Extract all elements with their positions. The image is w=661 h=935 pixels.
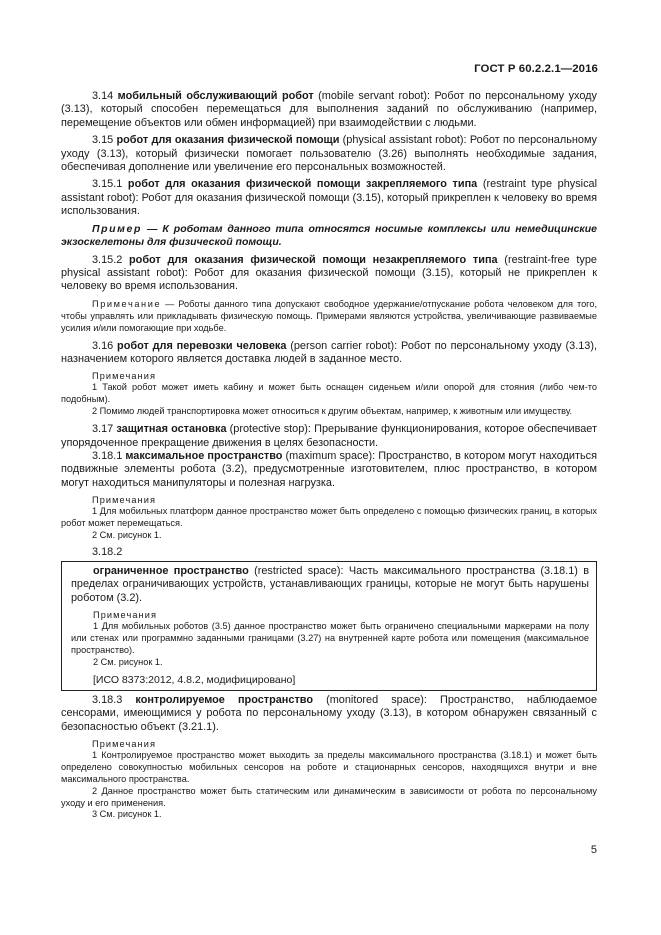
entry-number: 3.18.1 (92, 449, 126, 462)
entry-term: ограниченное пространство (93, 564, 249, 577)
entry-number: 3.16 (92, 339, 118, 352)
entry-definition: (restricted space): Часть максимального пространства (3.18.1) в пределах ограничивающих устройств, устанавливающих границы, которые не могут быть нарушены роботом (3.2). (71, 564, 589, 604)
entry-term: контролируемое пространство (135, 693, 313, 706)
notes-heading: Примечания (92, 495, 157, 506)
entry-3-15-2 (61, 254, 597, 294)
note-text: — Роботы данного типа допускают свободное удержание/отпускание робота человеком для того, чтобы управлять или прикладывать физическую помощь. Примерами являются устройства, увеличивающие развиваемые усилия и/или помогающие при ходьбе. (61, 298, 597, 333)
entry-number: 3.14 (92, 90, 118, 102)
note-item: 1 Контролируемое пространство может выходить за пределы максимального пространства (3.18.1) и может быть определено совокупностью мобильных сенсоров на роботе и стационарных сенсоров, находящихся внутри и вне максимального пространства. (61, 749, 597, 784)
entry-term: мобильный обслуживающий робот (117, 90, 314, 102)
entry-number: 3.15 (92, 134, 117, 147)
example-label: Пример (92, 222, 143, 235)
entry-3-15 (61, 134, 597, 174)
example-3-15-1 (61, 223, 597, 249)
notes-heading: Примечания (92, 738, 157, 749)
entry-term: робот для перевозки человека (117, 339, 287, 352)
entry-3-15-1 (61, 178, 597, 218)
note-label: Примечание (92, 298, 162, 309)
entry-definition: (mobile servant robot): Робот по персональному уходу (3.13), который способен перемещаться для выполнения заданий по обслуживанию (например, перемещение объектов или обмен информацией) при взаимодействии с людьми. (61, 90, 597, 129)
entry-definition: (person carrier robot): Робот по персональному уходу (3.13), назначением которого является доставка людей в заданное место. (61, 339, 597, 365)
entry-term: робот для оказания физической помощи (116, 134, 340, 147)
entry-term: максимальное пространство (125, 449, 283, 462)
note-item: 3 См. рисунок 1. (92, 809, 162, 820)
entry-term: робот для оказания физической помощи незакрепляемого типа (129, 253, 498, 266)
note-item: 1 Для мобильных роботов (3.5) данное пространство может быть ограничено специальными маркерами на полу или стенах или программно заданными границами (3.27) на внутренней карте робота или помещения (максимальное пространство). (71, 621, 589, 655)
note-item: 1 Для мобильных платформ данное пространство может быть определено с помощью физических границ, в которых робот может перемещаться. (61, 506, 597, 529)
entry-definition: (restraint type physical assistant robot): Робот для оказания физической помощи (3.15), который прикреплен к человеку во время использования. (61, 178, 597, 218)
entry-term: робот для оказания физической помощи закрепляемого типа (127, 178, 478, 191)
entry-number: 3.15.2 (92, 253, 130, 266)
entry-3-14 (61, 90, 597, 130)
entry-term: защитная остановка (116, 423, 227, 436)
entry-3-18-1 (61, 450, 597, 490)
entry-definition: (physical assistant robot): Робот по персональному уходу (3.13), который физически помогает пользователю (3.26) выполнять необходимые задания, обеспечивая дополнение или увеличение его персональных возможностей. (61, 134, 597, 174)
standard-code: ГОСТ Р 60.2.2.1—2016 (474, 63, 598, 75)
notes-heading: Примечания (93, 610, 158, 621)
entry-3-18-2 (71, 565, 589, 605)
entry-number: 3.17 (92, 423, 117, 436)
entry-3-18-3 (61, 694, 597, 734)
entry-number: 3.18.3 (92, 693, 136, 706)
entry-definition: (monitored space): Пространство, наблюдаемое сенсорами, имеющимися у робота по персональному уходу (3.13), в котором обнаружен связанный с безопасностью объект (3.21.1). (61, 693, 598, 733)
entry-3-18-2-number: 3.18.2 (92, 545, 123, 558)
note-item: 2 См. рисунок 1. (92, 529, 162, 540)
entry-3-16 (61, 340, 597, 367)
page-number: 5 (590, 844, 597, 856)
entry-definition: (restraint-free type physical assistant robot): Робот для оказания физической помощи (3.15), который не прикреплен к человеку во время использования. (61, 253, 597, 293)
notes-heading: Примечания (92, 371, 157, 382)
source-reference: [ИСО 8373:2012, 4.8.2, модифицировано] (93, 673, 296, 686)
note-3-15-2 (61, 299, 597, 335)
note-item: 2 Данное пространство может быть статическим или динамическим в зависимости от робота по персональному уходу и его применения. (61, 785, 597, 808)
page-content (61, 90, 597, 821)
entry-number: 3.15.1 (92, 178, 128, 191)
note-item: 2 См. рисунок 1. (93, 656, 163, 667)
entry-definition: (protective stop): Прерывание функционирования, которое обеспечивает упорядоченное прекращение движения в целях безопасности. (61, 423, 597, 449)
note-item: 1 Такой робот может иметь кабину и может быть оснащен сиденьем и/или опорой для стояния (либо чем-то подобным). (61, 382, 597, 405)
entry-3-17 (61, 423, 597, 450)
entry-definition: (maximum space): Пространство, в котором могут находиться подвижные элементы робота (3.2), предусмотренные изготовителем, плюс пространство, в котором могут находиться манипуляторы и полезная нагрузка. (61, 449, 598, 489)
amended-entry-frame (61, 561, 597, 691)
note-item: 2 Помимо людей транспортировка может относиться к другим объектам, например, к животным или имуществу. (92, 406, 573, 417)
example-text: — К роботам данного типа относятся носимые комплексы или немедицинские экзоскелетоны для физической помощи. (61, 222, 597, 248)
